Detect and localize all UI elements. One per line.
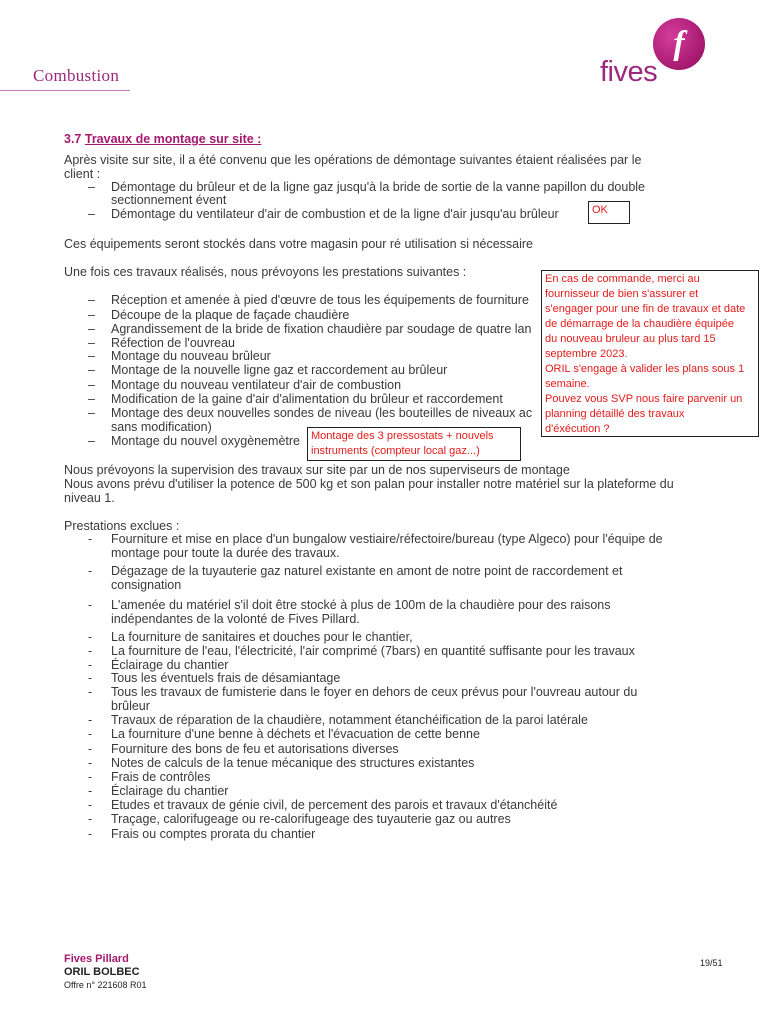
service-item: Réception et amenée à pied d'œuvre de tous les équipements de fourniture <box>111 293 529 307</box>
service-item: Montage du nouveau ventilateur d'air de combustion <box>111 378 402 392</box>
review-note-line: Montage des 3 pressostats + nouvels <box>311 430 494 442</box>
footer-page-number: 19/51 <box>700 958 723 968</box>
excluded-item: Traçage, calorifugeage ou re-calorifugeage des tuyauterie gaz ou autres <box>111 812 511 826</box>
list-dash: - <box>88 598 93 612</box>
list-dash: – <box>88 406 95 420</box>
service-item-continuation: sans modification) <box>111 420 212 434</box>
excluded-item: L'amenée du matériel s'il doit être stocké à plus de 100m de la chaudière pour des raisons <box>111 598 611 612</box>
excluded-item: Fourniture des bons de feu et autorisations diverses <box>111 742 399 756</box>
review-note-line: instruments (compteur local gaz...) <box>311 445 480 457</box>
list-dash: – <box>88 308 95 322</box>
list-dash: – <box>88 349 95 363</box>
section-title-text: Travaux de montage sur site : <box>84 132 262 146</box>
review-note-line: fournisseur de bien s'assurer et <box>545 288 699 300</box>
list-dash: - <box>88 658 93 672</box>
excluded-item: Dégazage de la tuyauterie gaz naturel existante en amont de notre point de raccordement et <box>111 564 623 578</box>
review-note-line: d'éxécution ? <box>545 423 610 435</box>
list-dash: - <box>88 812 93 826</box>
list-dash: – <box>88 322 95 336</box>
review-note-ok: OK <box>588 201 630 224</box>
list-dash: - <box>88 713 93 727</box>
list-dash: - <box>88 827 93 841</box>
review-note-line: En cas de commande, merci au <box>545 273 700 285</box>
service-item: Montage du nouvel oxygènemètre <box>111 434 301 448</box>
list-dash: - <box>88 630 93 644</box>
list-dash: - <box>88 644 93 658</box>
excluded-item: Tous les travaux de fumisterie dans le foyer en dehors de ceux prévus pour l'ouvreau autour du <box>111 685 638 699</box>
excluded-item: Frais ou comptes prorata du chantier <box>111 827 316 841</box>
fives-logo-text: fives <box>600 56 658 88</box>
service-item: Agrandissement de la bride de fixation chaudière par soudage de quatre lan <box>111 322 532 336</box>
list-dash: – <box>88 293 95 307</box>
supervision-line-1: Nous prévoyons la supervision des travaux sur site par un de nos superviseurs de montage <box>64 463 570 477</box>
supervision-line-2: Nous avons prévu d'utiliser la potence de 500 kg et son palan pour installer notre matériel sur la plateforme du <box>64 477 674 491</box>
section-number: 3.7 <box>64 132 82 146</box>
list-dash: - <box>88 770 93 784</box>
excluded-item: Tous les éventuels frais de désamiantage <box>111 671 341 685</box>
footer-client: ORIL BOLBEC <box>64 966 140 978</box>
excluded-item: Etudes et travaux de génie civil, de percement des parois et travaux d'étanchéité <box>111 798 558 812</box>
list-dash: – <box>88 180 95 194</box>
excluded-item: Éclairage du chantier <box>111 784 229 798</box>
demontage-item-1-line-2: sectionnement évent <box>111 193 227 207</box>
review-note-line: ORIL s'engage à valider les plans sous 1 <box>545 363 745 375</box>
list-dash: - <box>88 671 93 685</box>
list-dash: – <box>88 363 95 377</box>
excluded-item: Notes de calculs de la tenue mécanique des structures existantes <box>111 756 475 770</box>
service-item: Montage de la nouvelle ligne gaz et raccordement au brûleur <box>111 363 448 377</box>
review-note-line: de démarrage de la chaudière équipée <box>545 318 734 330</box>
service-item: Montage des deux nouvelles sondes de niveau (les bouteilles de niveaux ac <box>111 406 533 420</box>
intro-line-1: Après visite sur site, il a été convenu que les opérations de démontage suivantes étaient réalisées par le <box>64 153 642 167</box>
header-section-label: Combustion <box>33 66 120 85</box>
footer-company: Fives Pillard <box>64 953 129 965</box>
list-dash: – <box>88 207 95 221</box>
excluded-item: La fourniture d'une benne à déchets et l'évacuation de cette benne <box>111 727 480 741</box>
review-note-line: du nouveau bruleur au plus tard 15 <box>545 333 716 345</box>
service-item: Modification de la gaine d'air d'alimentation du brûleur et raccordement <box>111 392 503 406</box>
excluded-item: Travaux de réparation de la chaudière, notamment étanchéification de la paroi latérale <box>111 713 588 727</box>
demontage-item-1-line-1: Démontage du brûleur et de la ligne gaz jusqu'à la bride de sortie de la vanne papillon du double <box>111 180 646 194</box>
review-note-line: Pouvez vous SVP nous faire parvenir un <box>545 393 743 405</box>
excluded-item: La fourniture de l'eau, l'électricité, l'air comprimé (7bars) en quantité suffisante pour les travaux <box>111 644 635 658</box>
fives-logo-letter: f <box>673 25 685 62</box>
list-dash: – <box>88 392 95 406</box>
excluded-item-continuation: montage pour toute la durée des travaux. <box>111 546 340 560</box>
list-dash: - <box>88 532 93 546</box>
storage-text: Ces équipements seront stockés dans votre magasin pour ré utilisation si nécessaire <box>64 237 533 251</box>
list-dash: - <box>88 798 93 812</box>
review-note-schedule <box>541 270 759 437</box>
list-dash: – <box>88 434 95 448</box>
excluded-item: Fourniture et mise en place d'un bungalow vestiaire/réfectoire/bureau (type Algeco) pour l'équipe de <box>111 532 663 546</box>
list-dash: – <box>88 378 95 392</box>
list-dash: - <box>88 742 93 756</box>
list-dash: - <box>88 784 93 798</box>
services-intro: Une fois ces travaux réalisés, nous prévoyons les prestations suivantes : <box>64 265 467 279</box>
review-note-line: septembre 2023. <box>545 348 628 360</box>
excluded-item-continuation: consignation <box>111 578 182 592</box>
excluded-item: Éclairage du chantier <box>111 658 229 672</box>
demontage-item-2: Démontage du ventilateur d'air de combustion et de la ligne d'air jusqu'au brûleur <box>111 207 559 221</box>
excluded-item: La fourniture de sanitaires et douches pour le chantier, <box>111 630 413 644</box>
excluded-item-continuation: indépendantes de la volonté de Fives Pillard. <box>111 612 360 626</box>
supervision-line-3: niveau 1. <box>64 491 115 505</box>
review-note-line: planning détaillé des travaux <box>545 408 685 420</box>
review-note-pressostats <box>307 427 521 461</box>
list-dash: - <box>88 685 93 699</box>
intro-line-2: client : <box>64 167 101 181</box>
excluded-item-continuation: brûleur <box>111 699 150 713</box>
list-dash: - <box>88 564 93 578</box>
service-item: Découpe de la plaque de façade chaudière <box>111 308 350 322</box>
section-title <box>64 132 261 146</box>
service-item: Montage du nouveau brûleur <box>111 349 271 363</box>
list-dash: – <box>88 336 95 350</box>
header-divider <box>0 90 130 91</box>
footer-offer-number: Offre n° 221608 R01 <box>64 980 147 990</box>
service-item: Réfection de l'ouvreau <box>111 336 235 350</box>
excluded-title: Prestations exclues : <box>64 519 180 533</box>
list-dash: - <box>88 756 93 770</box>
list-dash: - <box>88 727 93 741</box>
excluded-item: Frais de contrôles <box>111 770 211 784</box>
review-note-line: s'engager pour une fin de travaux et date <box>545 303 746 315</box>
review-note-line: semaine. <box>545 378 590 390</box>
